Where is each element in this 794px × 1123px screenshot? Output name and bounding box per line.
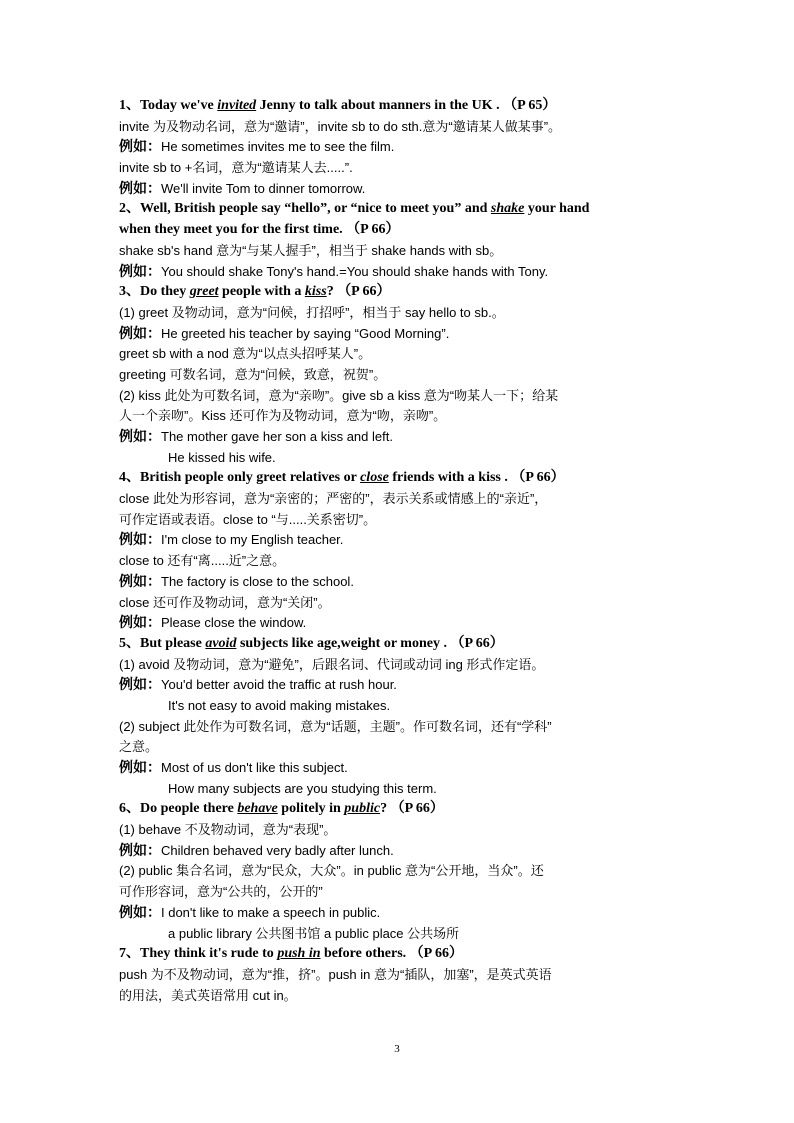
line-text: when they meet you for the first time. （P 66） — [119, 222, 400, 238]
line-text: 7、They think it's rude to — [119, 946, 278, 962]
document-body — [119, 96, 679, 1006]
page-number: 3 — [394, 1043, 400, 1055]
explanation-line — [119, 241, 679, 262]
line-text: You should shake Tony's hand.=You should shake hands with Tony. — [161, 263, 549, 279]
example-label: 例如： — [119, 615, 161, 632]
example-line — [119, 324, 679, 345]
example-label: 例如： — [119, 180, 161, 197]
example-continuation-line — [119, 448, 679, 469]
line-text: politely in — [277, 801, 345, 817]
section-heading-line — [119, 468, 679, 489]
line-text: (1) behave 不及物动词，意为“表现”。 — [119, 822, 337, 838]
keyword: avoid — [205, 635, 237, 651]
line-text: 的用法，美式英语常用 cut in。 — [119, 987, 297, 1003]
example-label: 例如： — [119, 677, 161, 694]
section-heading-line — [119, 799, 679, 820]
section-heading-line — [119, 944, 679, 965]
line-text: close 还可作及物动词，意为“关闭”。 — [119, 594, 331, 610]
line-text: He sometimes invites me to see the film. — [161, 139, 395, 155]
section-heading-line — [119, 220, 679, 241]
example-line — [119, 262, 679, 283]
example-line — [119, 179, 679, 200]
line-text: (2) kiss 此处为可数名词，意为“亲吻”。give sb a kiss 意为“吻某人一下；给某 — [119, 387, 559, 403]
line-text: 3、Do they — [119, 284, 190, 300]
example-continuation-line — [119, 779, 679, 800]
line-text: (2) public 集合名词，意为“民众，大众”。in public 意为“公开地，当众”。还 — [119, 863, 544, 879]
example-line — [119, 841, 679, 862]
line-text: We'll invite Tom to dinner tomorrow. — [161, 180, 366, 196]
line-text: How many subjects are you studying this term. — [168, 780, 437, 796]
example-line — [119, 903, 679, 924]
line-text: He greeted his teacher by saying “Good Morning”. — [161, 325, 450, 341]
keyword: invited — [217, 98, 257, 113]
line-text: (2) subject 此处作为可数名词，意为“话题，主题”。作可数名词，还有“学科” — [119, 718, 552, 734]
explanation-line — [119, 737, 679, 758]
example-line — [119, 530, 679, 551]
example-line — [119, 427, 679, 448]
line-text: 之意。 — [119, 739, 159, 755]
line-text: invite sb to +名词，意为“邀请某人去.....”. — [119, 160, 353, 176]
explanation-line — [119, 510, 679, 531]
line-text: friends with a kiss . （P 66） — [388, 470, 565, 486]
line-text: 2、Well, British people say “hello”, or “nice to meet you” and — [119, 201, 491, 217]
line-text: Most of us don't like this subject. — [161, 760, 348, 775]
example-line — [119, 137, 679, 158]
example-label: 例如： — [119, 263, 161, 280]
example-label: 例如： — [119, 429, 161, 445]
line-text: 1、Today we've — [119, 98, 218, 113]
explanation-line — [119, 344, 679, 365]
explanation-line — [119, 986, 679, 1007]
line-text: subjects like age,weight or money . （P 66） — [236, 635, 504, 651]
explanation-line — [119, 882, 679, 903]
line-text: 可作形容词，意为“公共的，公开的” — [119, 884, 323, 900]
explanation-line — [119, 717, 679, 738]
line-text: shake sb's hand 意为“与某人握手”，相当于 shake hands with sb。 — [119, 242, 503, 258]
line-text: The mother gave her son a kiss and left. — [161, 429, 393, 444]
line-text: close 此处为形容词，意为“亲密的；严密的”，表示关系或情感上的“亲近”， — [119, 491, 548, 507]
line-text: (1) greet 及物动词，意为“问候，打招呼”，相当于 say hello to sb.。 — [119, 304, 505, 320]
explanation-line — [119, 303, 679, 324]
example-continuation-line — [119, 924, 679, 945]
explanation-line — [119, 386, 679, 407]
example-label: 例如： — [119, 573, 161, 590]
explanation-line — [119, 406, 679, 427]
example-line — [119, 758, 679, 779]
keyword: behave — [237, 801, 278, 817]
line-text: I'm close to my English teacher. — [161, 532, 344, 548]
keyword: greet — [189, 284, 219, 300]
explanation-line — [119, 365, 679, 386]
example-label: 例如： — [119, 325, 161, 342]
line-text: Jenny to talk about manners in the UK . （P 65） — [256, 98, 557, 113]
keyword: push in — [277, 946, 321, 962]
section-heading-line — [119, 199, 679, 220]
line-text: 人一个亲吻”。Kiss 还可作为及物动词，意为“吻，亲吻”。 — [119, 408, 447, 424]
line-text: He kissed his wife. — [168, 449, 276, 465]
example-label: 例如： — [119, 760, 161, 776]
line-text: a public library 公共图书馆 a public place 公共场所 — [168, 925, 460, 941]
explanation-line — [119, 655, 679, 676]
keyword: kiss — [304, 284, 327, 300]
line-text: 可作定语或表语。close to “与.....关系密切”。 — [119, 511, 377, 527]
line-text: Please close the window. — [161, 615, 307, 631]
explanation-line — [119, 965, 679, 986]
line-text: You'd better avoid the traffic at rush hour. — [161, 677, 397, 693]
line-text: greeting 可数名词，意为“问候，致意，祝贺”。 — [119, 366, 387, 382]
explanation-line — [119, 861, 679, 882]
line-text: before others. （P 66） — [320, 946, 463, 962]
example-line — [119, 613, 679, 634]
line-text: 4、British people only greet relatives or — [119, 470, 361, 486]
line-text: greet sb with a nod 意为“以点头招呼某人”。 — [119, 346, 372, 362]
example-label: 例如： — [119, 842, 161, 859]
keyword: public — [344, 801, 381, 817]
example-line — [119, 572, 679, 593]
line-text: ? （P 66） — [380, 801, 444, 817]
example-continuation-line — [119, 696, 679, 717]
explanation-line — [119, 551, 679, 572]
line-text: ? （P 66） — [326, 284, 391, 300]
line-text: (1) avoid 及物动词，意为“避免”，后跟名词、代词或动词 ing 形式作定语。 — [119, 656, 545, 672]
explanation-line — [119, 820, 679, 841]
line-text: push 为不及物动词，意为“推，挤”。push in 意为“插队，加塞”，是英式英语 — [119, 966, 552, 982]
section-heading-line — [119, 282, 679, 303]
section-heading-line — [119, 96, 679, 117]
example-line — [119, 675, 679, 696]
line-text: 6、Do people there — [119, 801, 238, 817]
keyword: shake — [490, 201, 525, 217]
line-text: The factory is close to the school. — [161, 573, 354, 589]
line-text: close to 还有“离.....近”之意。 — [119, 553, 286, 569]
keyword: close — [360, 470, 389, 486]
section-heading-line — [119, 634, 679, 655]
example-label: 例如： — [119, 904, 161, 921]
line-text: people with a — [218, 284, 305, 300]
line-text: 5、But please — [119, 635, 206, 651]
line-text: Children behaved very badly after lunch. — [161, 842, 394, 858]
explanation-line — [119, 593, 679, 614]
line-text: your hand — [524, 201, 590, 217]
line-text: It's not easy to avoid making mistakes. — [168, 697, 391, 713]
explanation-line — [119, 117, 679, 138]
example-label: 例如： — [119, 139, 161, 156]
line-text: invite 为及物动名词，意为“邀请”，invite sb to do sth.意为“邀请某人做某事”。 — [119, 118, 562, 134]
line-text: I don't like to make a speech in public. — [161, 904, 381, 920]
explanation-line — [119, 489, 679, 510]
example-label: 例如： — [119, 532, 161, 549]
explanation-line — [119, 158, 679, 179]
